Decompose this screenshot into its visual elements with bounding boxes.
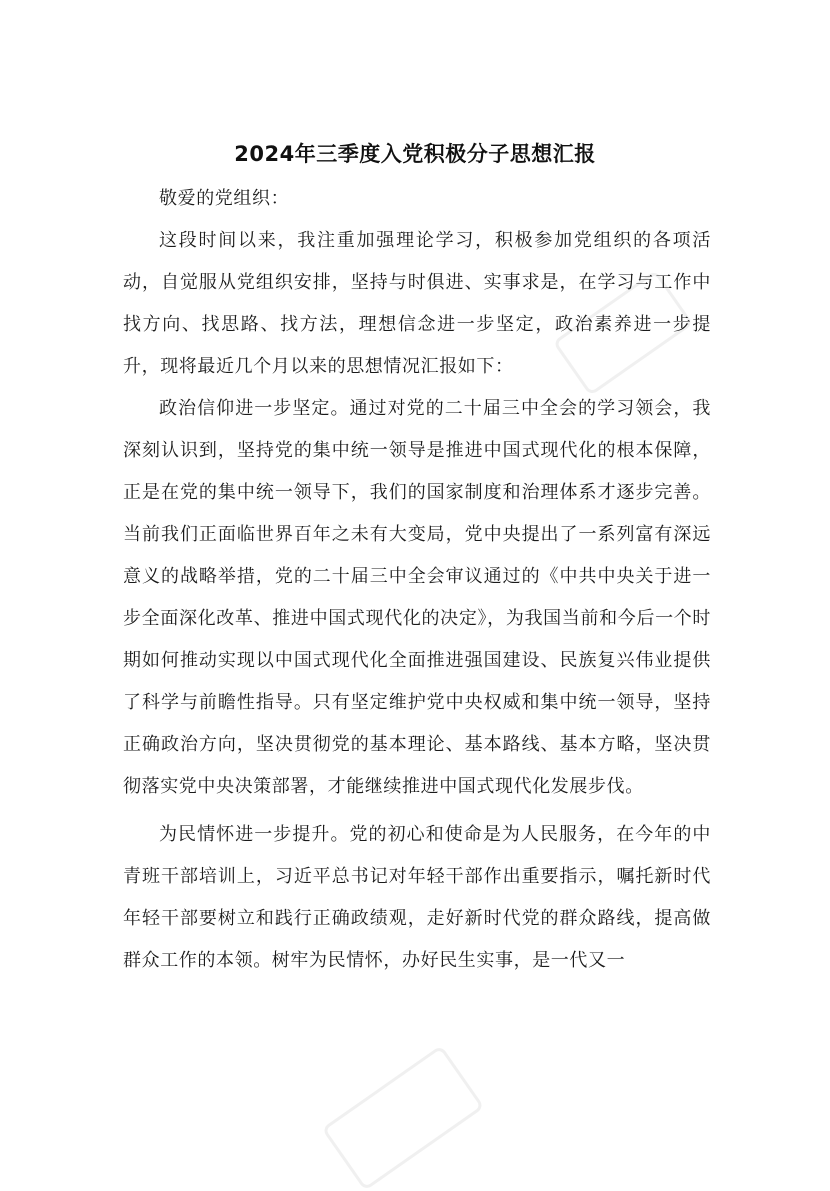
document-title: 2024年三季度入党积极分子思想汇报: [234, 142, 596, 166]
paragraph-people-sentiment: 为民情怀进一步提升。党的初心和使命是为人民服务，在今年的中青班干部培训上，习近平总书记对年轻干部作出重要指示，嘱托新时代年轻干部要树立和践行正确政绩观，走好新时代党的群众路线，提高做群众工作的本领。树牢为民情怀，办好民生实事，是一代又一: [123, 824, 711, 971]
document-body: [123, 178, 711, 982]
paragraph-intro: 这段时间以来，我注重加强理论学习，积极参加党组织的各项活动，自觉服从党组织安排，坚持与时俱进、实事求是，在学习与工作中找方向、找思路、找方法，理想信念进一步坚定，政治素养进一步提升，现将最近几个月以来的思想情况汇报如下：: [123, 230, 711, 377]
watermark-stamp: [321, 1045, 484, 1191]
paragraph-political-belief: 政治信仰进一步坚定。通过对党的二十届三中全会的学习领会，我深刻认识到，坚持党的集中统一领导是推进中国式现代化的根本保障，正是在党的集中统一领导下，我们的国家制度和治理体系才逐步完善。当前我们正面临世界百年之未有大变局，党中央提出了一系列富有深远意义的战略举措，党的二十届三中全会审议通过的《中共中央关于进一步全面深化改革、推进中国式现代化的决定》，为我国当前和今后一个时期如何推动实现以中国式现代化全面推进强国建设、民族复兴伟业提供了科学与前瞻性指导。只有坚定维护党中央权威和集中统一领导，坚持正确政治方向，坚决贯彻党的基本理论、基本路线、基本方略，坚决贯彻落实党中央决策部署，才能继续推进中国式现代化发展步伐。: [123, 398, 711, 797]
greeting: 敬爱的党组织：: [159, 188, 290, 209]
